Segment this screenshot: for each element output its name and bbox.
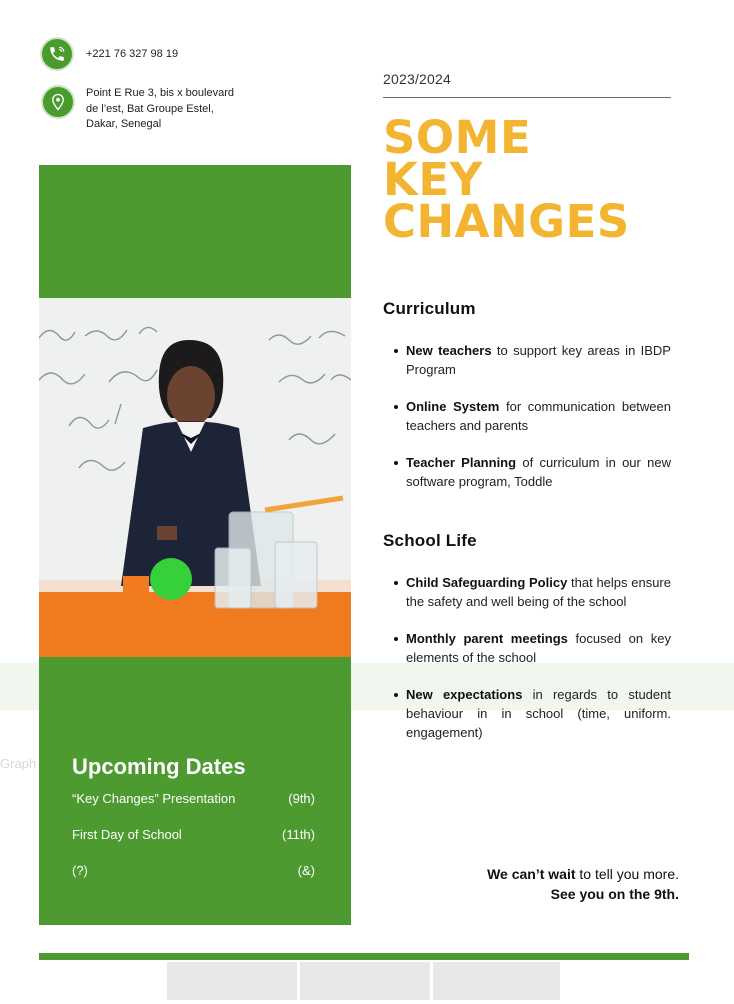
- closing-message: [487, 864, 679, 904]
- item-text: of curriculum in our new software program, Toddle: [406, 455, 671, 489]
- list-item: [383, 453, 671, 491]
- classroom-photo: [39, 298, 351, 657]
- headline-line: SOME: [383, 111, 532, 164]
- thumbnail-image: [167, 962, 297, 1000]
- address-line: de l’est, Bat Groupe Estel,: [86, 102, 214, 115]
- list-item: [383, 573, 671, 611]
- date-value: (9th): [288, 791, 315, 806]
- item-text: focused on key elements of the school: [406, 631, 671, 665]
- ghost-text: Graph: [0, 756, 37, 771]
- closing-rest: to tell you more.: [575, 866, 679, 882]
- closing-line: See you on the 9th.: [550, 886, 679, 902]
- item-text: that helps ensure the safety and well being of the school: [406, 575, 671, 609]
- closing-bold: We can’t wait: [487, 866, 576, 882]
- curriculum-list: [383, 341, 671, 509]
- school-life-title: School Life: [383, 531, 477, 550]
- item-bold: New expectations: [406, 687, 523, 702]
- address-line: Dakar, Senegal: [86, 118, 162, 130]
- address-line: Point E Rue 3, bis x boulevard: [86, 87, 234, 99]
- upcoming-dates-title: Upcoming Dates: [72, 754, 246, 779]
- date-label: (?): [72, 863, 88, 878]
- item-text: in regards to student behaviour in in school (time, uniform. engagement): [406, 687, 671, 740]
- item-bold: New teachers: [406, 343, 492, 358]
- date-label: First Day of School: [72, 827, 182, 842]
- headline: [383, 111, 630, 248]
- thumbnail-image: [433, 962, 560, 1000]
- location-pin-icon: [41, 85, 75, 119]
- thumbnail-image: [300, 962, 430, 1000]
- curriculum-title: Curriculum: [383, 299, 476, 318]
- upcoming-dates-list: [72, 791, 315, 878]
- list-item: [383, 341, 671, 379]
- address: [86, 86, 286, 133]
- item-bold: Monthly parent meetings: [406, 631, 568, 646]
- closing-line: [487, 864, 679, 884]
- item-text: for communication between teachers and parents: [406, 399, 671, 433]
- phone-number: +221 76 327 98 19: [86, 48, 179, 60]
- list-item: [383, 629, 671, 667]
- headline-line: CHANGES: [383, 195, 630, 248]
- item-bold: Child Safeguarding Policy: [406, 575, 568, 590]
- school-life-list: [383, 573, 671, 760]
- date-value: (11th): [282, 827, 315, 842]
- date-value: (&): [297, 863, 315, 878]
- divider: [383, 97, 671, 98]
- phone-icon: [40, 37, 74, 71]
- bottom-bar: [39, 953, 689, 960]
- list-item: [383, 685, 671, 742]
- item-bold: Teacher Planning: [406, 455, 517, 470]
- item-bold: Online System: [406, 399, 500, 414]
- date-row: [72, 863, 315, 878]
- date-label: “Key Changes” Presentation: [72, 791, 236, 806]
- school-year: 2023/2024: [383, 71, 451, 87]
- date-row: [72, 791, 315, 806]
- item-text: to support key areas in IBDP Program: [406, 343, 671, 377]
- date-row: [72, 827, 315, 842]
- headline-line: KEY: [383, 153, 483, 206]
- list-item: [383, 397, 671, 435]
